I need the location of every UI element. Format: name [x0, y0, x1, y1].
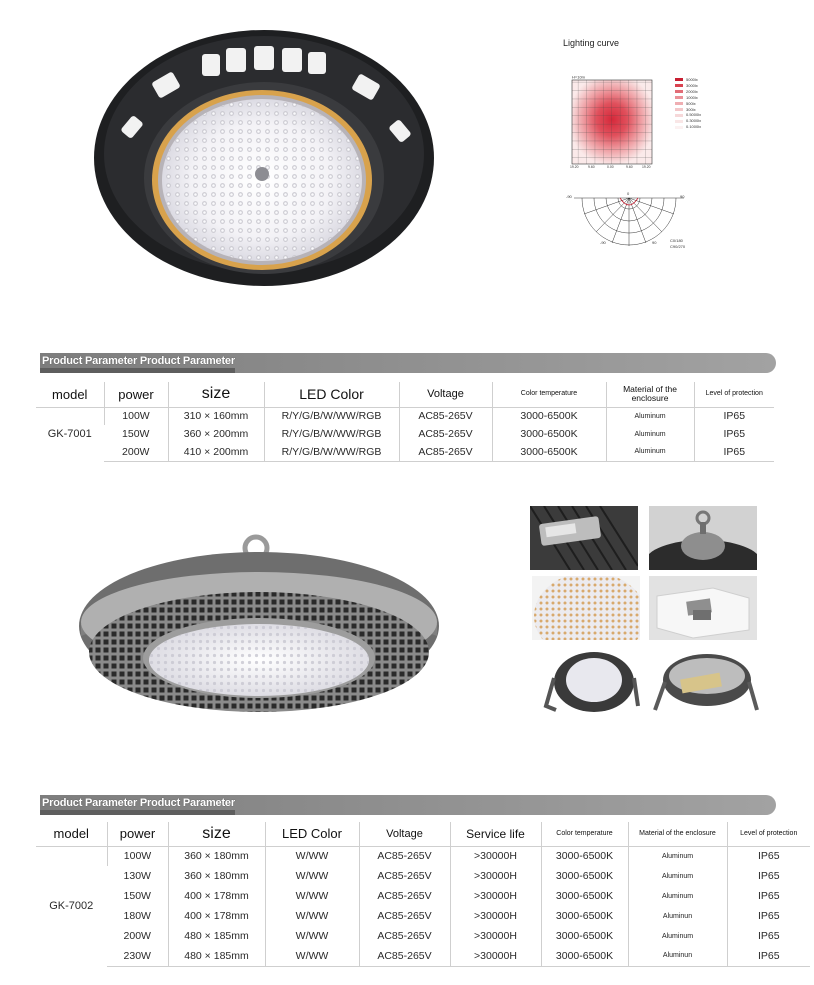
- voltage-cell: AC85-265V: [359, 946, 450, 966]
- ip-cell: IP65: [727, 866, 810, 886]
- size-cell: 360 × 180mm: [168, 846, 265, 866]
- color-cell: R/Y/G/B/W/WW/RGB: [264, 443, 399, 461]
- table-row: [36, 846, 810, 866]
- col-led-color: LED Color: [264, 382, 399, 407]
- size-cell: 480 × 185mm: [168, 926, 265, 946]
- color-cell: R/Y/G/B/W/WW/RGB: [264, 407, 399, 425]
- voltage-cell: AC85-265V: [359, 866, 450, 886]
- col-power: power: [107, 822, 168, 846]
- voltage-cell: AC85-265V: [399, 425, 492, 443]
- temp-cell: 3000-6500K: [541, 866, 628, 886]
- product-photo-gk7002: [78, 526, 440, 718]
- material-cell: Aluminum: [628, 866, 727, 886]
- life-cell: >30000H: [450, 866, 541, 886]
- model-cell: GK-7001: [47, 428, 92, 441]
- material-cell: Aluminum: [628, 926, 727, 946]
- ip-cell: IP65: [727, 846, 810, 866]
- life-cell: >30000H: [450, 906, 541, 926]
- x-tick: 19.20: [570, 165, 579, 168]
- product-photo-gk7001: [92, 28, 438, 290]
- table2-title: Product Parameter Product Parameter: [42, 797, 235, 809]
- temp-cell: 3000-6500K: [541, 946, 628, 966]
- size-cell: 310 × 160mm: [168, 407, 264, 425]
- ip-cell: IP65: [694, 407, 774, 425]
- material-cell: Aluminum: [628, 846, 727, 866]
- table-gk7001: [36, 382, 774, 462]
- col-voltage: Voltage: [359, 822, 450, 846]
- illuminance-grid: [570, 74, 654, 168]
- power-cell: 150W: [123, 890, 151, 902]
- thumb-bracket-front: [536, 650, 644, 714]
- polar-label-top: 0: [627, 191, 630, 196]
- table-row: [36, 407, 774, 425]
- table-row: [36, 425, 774, 443]
- lighting-curve-title: Lighting curve: [563, 38, 620, 48]
- polar-label-bottom-right: 90: [652, 240, 657, 245]
- x-tick: 9.60: [626, 165, 633, 168]
- col-color-temperature: Color temperature: [541, 822, 628, 846]
- material-cell: Aluminun: [628, 946, 727, 966]
- power-cell: 200W: [104, 443, 168, 461]
- material-cell: Aluminum: [606, 407, 694, 425]
- table2-header-bar: [40, 795, 776, 815]
- table-row: [36, 443, 774, 461]
- legend-item: 0.5000lx: [686, 112, 702, 118]
- col-service-life: Service life: [450, 822, 541, 846]
- col-size: size: [168, 822, 265, 846]
- material-cell: Aluminum: [606, 425, 694, 443]
- color-cell: W/WW: [265, 906, 359, 926]
- voltage-cell: AC85-265V: [399, 443, 492, 461]
- table-row: [36, 926, 810, 946]
- col-power: power: [104, 382, 168, 407]
- x-tick: 19.20: [642, 165, 651, 168]
- size-cell: 480 × 185mm: [168, 946, 265, 966]
- polar-label-bottom-left: -90: [600, 240, 606, 245]
- size-cell: 360 × 180mm: [168, 866, 265, 886]
- ip-cell: IP65: [694, 425, 774, 443]
- voltage-cell: AC85-265V: [359, 926, 450, 946]
- legend-item: 0.1000lx: [686, 124, 702, 130]
- x-tick: 9.60: [588, 165, 595, 168]
- color-cell: W/WW: [265, 846, 359, 866]
- size-cell: 410 × 200mm: [168, 443, 264, 461]
- material-cell: Aluminum: [606, 443, 694, 461]
- temp-cell: 3000-6500K: [541, 846, 628, 866]
- polar-label-left: -90: [566, 194, 572, 199]
- ip-cell: IP65: [694, 443, 774, 461]
- col-size: size: [168, 382, 264, 407]
- temp-cell: 3000-6500K: [541, 906, 628, 926]
- legend-item: 1000lx: [686, 94, 698, 100]
- legend-item: 300lx: [686, 106, 696, 112]
- color-cell: W/WW: [265, 926, 359, 946]
- material-cell: Aluminun: [628, 906, 727, 926]
- color-cell: W/WW: [265, 946, 359, 966]
- power-cell: 100W: [104, 407, 168, 425]
- col-material: Material of the enclosure: [628, 822, 727, 846]
- thumb-led-board: [532, 576, 640, 640]
- life-cell: >30000H: [450, 886, 541, 906]
- life-cell: >30000H: [450, 946, 541, 966]
- temp-cell: 3000-6500K: [541, 886, 628, 906]
- table-row: [36, 906, 810, 926]
- table-row: [36, 886, 810, 906]
- grid-header-label: H=10m: [572, 74, 586, 80]
- power-cell: 200W: [123, 930, 151, 942]
- polar-label-right: 90: [680, 194, 685, 199]
- temp-cell: 3000-6500K: [541, 926, 628, 946]
- polar-label-c90: C90/270: [670, 244, 686, 249]
- col-protection: Level of protection: [694, 382, 774, 407]
- temp-cell: 3000-6500K: [492, 443, 606, 461]
- header-bar-tab: [40, 810, 235, 815]
- temp-cell: 3000-6500K: [492, 407, 606, 425]
- col-material: Material of the enclosure: [606, 382, 694, 407]
- ip-cell: IP65: [727, 906, 810, 926]
- power-cell: 180W: [123, 910, 151, 922]
- thumb-driver: [530, 506, 638, 570]
- table-row: [36, 946, 810, 966]
- color-cell: W/WW: [265, 886, 359, 906]
- table-row: [36, 866, 810, 886]
- size-cell: 400 × 178mm: [168, 906, 265, 926]
- voltage-cell: AC85-265V: [399, 407, 492, 425]
- voltage-cell: AC85-265V: [359, 886, 450, 906]
- table-gk7002: [36, 822, 810, 967]
- size-cell: 360 × 200mm: [168, 425, 264, 443]
- thumb-bracket-side: [651, 650, 759, 714]
- legend-item: 2000lx: [686, 88, 698, 94]
- illuminance-legend: [675, 77, 701, 130]
- ip-cell: IP65: [727, 926, 810, 946]
- temp-cell: 3000-6500K: [492, 425, 606, 443]
- power-cell: 130W: [123, 870, 151, 882]
- col-model: model: [36, 822, 107, 846]
- table1-title: Product Parameter Product Parameter: [42, 355, 235, 367]
- col-protection: Level of protection: [727, 822, 810, 846]
- col-model: model: [36, 382, 104, 407]
- life-cell: >30000H: [450, 926, 541, 946]
- col-voltage: Voltage: [399, 382, 492, 407]
- legend-item: 3000lx: [686, 82, 698, 88]
- model-cell: GK-7002: [49, 900, 94, 913]
- polar-label-c0: C0/180: [670, 238, 683, 243]
- power-cell: 100W: [107, 846, 168, 866]
- color-cell: R/Y/G/B/W/WW/RGB: [264, 425, 399, 443]
- legend-item: 5000lx: [686, 77, 698, 82]
- thumb-packaging: [649, 576, 757, 640]
- voltage-cell: AC85-265V: [359, 846, 450, 866]
- polar-light-distribution: [566, 190, 690, 256]
- thumb-top-view: [649, 506, 757, 570]
- col-color-temperature: Color temperature: [492, 382, 606, 407]
- table1-header-bar: [40, 353, 776, 373]
- power-cell: 150W: [122, 428, 150, 440]
- size-cell: 400 × 178mm: [168, 886, 265, 906]
- color-cell: W/WW: [265, 866, 359, 886]
- life-cell: >30000H: [450, 846, 541, 866]
- material-cell: Aluminum: [628, 886, 727, 906]
- col-led-color: LED Color: [265, 822, 359, 846]
- voltage-cell: AC85-265V: [359, 906, 450, 926]
- x-tick: 0.00: [607, 165, 614, 168]
- power-cell: 230W: [107, 946, 168, 966]
- header-bar-tab: [40, 368, 235, 373]
- ip-cell: IP65: [727, 886, 810, 906]
- legend-item: 0.3000lx: [686, 118, 702, 124]
- legend-item: 500lx: [686, 100, 696, 106]
- ip-cell: IP65: [727, 946, 810, 966]
